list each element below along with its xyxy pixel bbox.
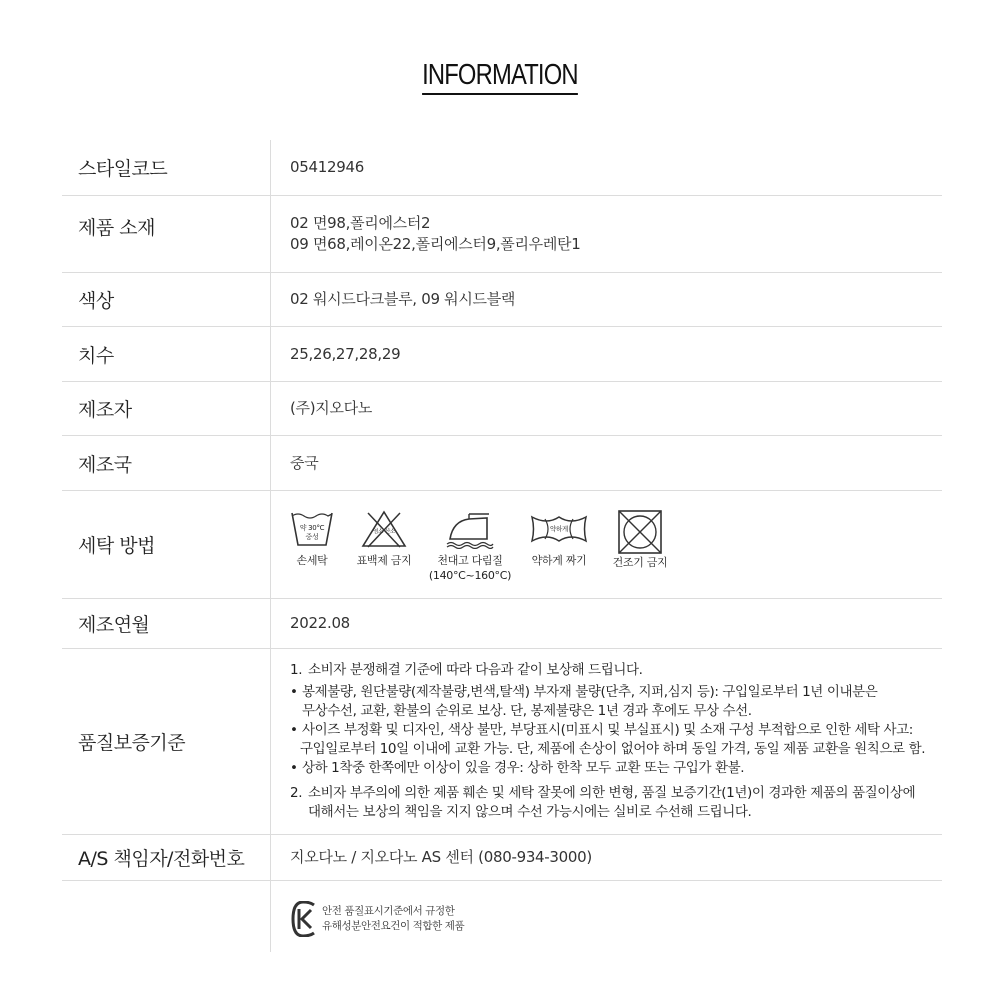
wash-item-iron	[428, 509, 512, 583]
quality-item-1-num: 1.	[290, 662, 303, 678]
iron-caption-line-2: (140°C~160°C)	[428, 569, 512, 582]
wash-item-wring	[528, 509, 590, 568]
kc-text	[322, 904, 464, 934]
kc-empty-label	[62, 881, 270, 951]
no-tumble-dry-icon	[616, 509, 664, 555]
page-title: INFORMATION	[422, 58, 578, 95]
row-color	[62, 273, 942, 327]
maker-value: (주)지오다노	[290, 399, 373, 417]
hand-wash-caption: 손세탁	[296, 554, 328, 567]
product-info-table	[62, 140, 942, 951]
quality-bullet-2-line-2: 구입일로부터 10일 이내에 교환 가능. 단, 제품에 손상이 없어야 하며 동일 가격, 동일 제품 교환을 원칙으로 함.	[300, 741, 926, 757]
hand-wash-neutral: 중성	[305, 533, 319, 541]
row-country	[62, 436, 942, 491]
country-value: 중국	[290, 453, 319, 472]
date-label: 제조연월	[78, 614, 150, 636]
size-label: 치수	[78, 344, 114, 367]
wash-item-dryer	[610, 509, 670, 570]
maker-label: 제조자	[78, 399, 132, 421]
no-bleach-caption: 표백제 금지	[356, 554, 412, 567]
wash-item-bleach	[356, 509, 412, 568]
wring-caption: 약하게 짜기	[531, 554, 587, 567]
no-dryer-caption: 건조기 금지	[612, 556, 668, 569]
quality-bullet-2	[290, 721, 942, 740]
bullet-dot: •	[290, 722, 298, 738]
iron-caption-line-1: 천대고 다림질	[437, 554, 503, 567]
color-value: 02 워시드다크블루, 09 워시드블랙	[290, 290, 516, 308]
wash-item-hand	[288, 509, 336, 568]
row-quality	[62, 649, 942, 835]
washing-value	[270, 491, 942, 598]
quality-bullet-2-line-1: 사이즈 부정확 및 디자인, 색상 불만, 부당표시(미표시 및 부실표시) 및 소재 구성 부적합으로 인한 세탁 사고:	[302, 722, 913, 738]
row-size	[62, 327, 942, 382]
quality-item-2-line-2: 대해서는 보상의 책임을 지지 않으며 수선 가능시에는 실비로 수선해 드립니다.	[308, 804, 752, 820]
washing-icons	[290, 509, 942, 583]
quality-item-2	[290, 784, 942, 803]
wring-gentle-text: 약하게	[550, 525, 568, 533]
gentle-wring-icon	[529, 509, 589, 549]
iron-caption	[429, 553, 511, 583]
bullet-dot: •	[290, 760, 298, 776]
kc-mark-icon	[290, 901, 316, 937]
row-material	[62, 196, 942, 273]
bullet-dot: •	[290, 684, 298, 700]
country-label: 제조국	[78, 453, 132, 476]
page-title-wrap	[0, 58, 1000, 95]
hand-wash-temp: 약 30°C	[299, 524, 325, 532]
date-value: 2022.08	[290, 614, 350, 632]
row-date	[62, 599, 942, 649]
as-value: 지오다노 / 지오다노 AS 센터 (080-934-3000)	[290, 848, 592, 866]
as-label: A/S 책임자/전화번호	[78, 848, 245, 870]
quality-bullet-3	[290, 759, 942, 778]
row-washing	[62, 491, 942, 599]
quality-item-2-num: 2.	[290, 785, 303, 801]
size-value: 25,26,27,28,29	[290, 344, 401, 363]
kc-line-1: 안전 품질표시기준에서 규정한	[322, 905, 455, 917]
row-style-code	[62, 140, 942, 196]
no-bleach-icon	[360, 509, 408, 549]
material-label: 제품 소재	[78, 217, 155, 239]
washing-label: 세탁 방법	[78, 535, 155, 557]
row-as	[62, 835, 942, 881]
quality-bullet-1-line-1: 봉제불량, 원단불량(제작불량,변색,탈색) 부자재 불량(단추, 지퍼,심지 등): 구입일로부터 1년 이내분은	[302, 684, 878, 700]
quality-label: 품질보증기준	[78, 732, 186, 754]
material-line-1: 02 면98,폴리에스터2	[290, 214, 431, 232]
style-code-value: 05412946	[290, 158, 364, 176]
quality-bullet-1	[290, 683, 942, 702]
color-label: 색상	[78, 290, 114, 312]
hand-wash-icon	[290, 509, 334, 549]
iron-cloth-icon	[445, 509, 495, 549]
quality-item-1-text: 소비자 분쟁해결 기준에 따라 다음과 같이 보상해 드립니다.	[308, 662, 643, 678]
bleach-chlorine: 염소	[372, 529, 384, 535]
quality-bullet-1-line-2: 무상수선, 교환, 환불의 순위로 보상. 단, 봉제불량은 1년 경과 후에도 무상 수선.	[302, 703, 752, 719]
kc-line-2: 유해성분안전요건이 적합한 제품	[322, 920, 465, 932]
quality-item-2-line-1: 소비자 부주의에 의한 제품 훼손 및 세탁 잘못에 의한 변형, 품질 보증기간(1년)이 경과한 제품의 품질이상에	[308, 785, 916, 801]
quality-bullet-3-text: 상하 1착중 한쪽에만 이상이 있을 경우: 상하 한착 모두 교환 또는 구입가 환불.	[302, 760, 745, 776]
quality-item-1	[290, 661, 942, 680]
kc-certification	[290, 901, 942, 937]
material-line-2: 09 면68,레이온22,폴리에스터9,폴리우레탄1	[290, 235, 581, 253]
bleach-oxygen: 산소	[384, 529, 396, 535]
row-maker	[62, 382, 942, 436]
row-kc	[62, 881, 942, 951]
kc-value	[270, 881, 942, 951]
style-code-label: 스타일코드	[78, 158, 168, 180]
material-value	[270, 196, 942, 272]
quality-value	[270, 649, 942, 834]
